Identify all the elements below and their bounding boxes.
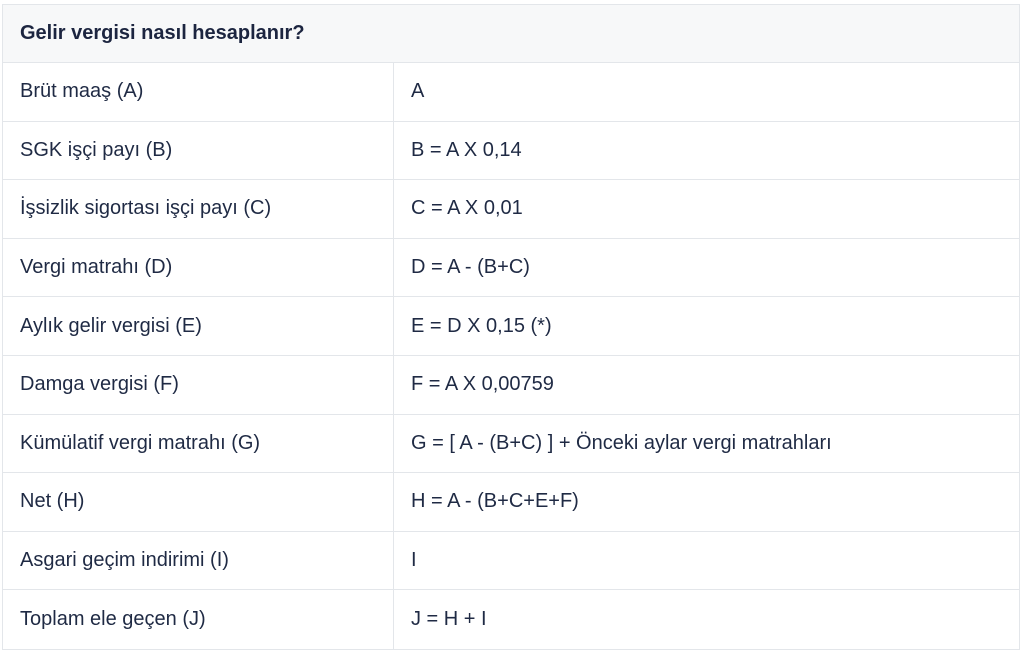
table-row	[3, 239, 1019, 298]
table-title: Gelir vergisi nasıl hesaplanır?	[3, 5, 1019, 63]
table-row	[3, 63, 1019, 122]
table-row	[3, 415, 1019, 474]
table-row	[3, 356, 1019, 415]
row-formula: G = [ A - (B+C) ] + Önceki aylar vergi matrahları	[411, 431, 832, 454]
table-row	[3, 532, 1019, 591]
row-formula: J = H + I	[411, 608, 487, 631]
row-formula: A	[411, 80, 425, 103]
row-formula: D = A - (B+C)	[411, 256, 530, 279]
table-row	[3, 297, 1019, 356]
row-label: Asgari geçim indirimi (I)	[3, 532, 394, 590]
row-label: Net (H)	[3, 473, 394, 531]
row-label: Vergi matrahı (D)	[3, 239, 394, 297]
table-row	[3, 122, 1019, 181]
row-formula: I	[411, 549, 417, 572]
row-formula: H = A - (B+C+E+F)	[411, 490, 579, 513]
table-row	[3, 590, 1019, 649]
income-tax-table	[2, 4, 1020, 650]
row-label: Kümülatif vergi matrahı (G)	[3, 415, 394, 473]
table-row	[3, 180, 1019, 239]
row-label: Brüt maaş (A)	[3, 63, 394, 121]
table-row	[3, 473, 1019, 532]
row-formula: E = D X 0,15 (*)	[411, 314, 552, 337]
row-label: Toplam ele geçen (J)	[3, 590, 394, 649]
row-label: Damga vergisi (F)	[3, 356, 394, 414]
row-formula: F = A X 0,00759	[411, 373, 554, 396]
row-formula: C = A X 0,01	[411, 197, 523, 220]
row-label: İşsizlik sigortası işçi payı (C)	[3, 180, 394, 238]
row-formula: B = A X 0,14	[411, 138, 522, 161]
row-label: Aylık gelir vergisi (E)	[3, 297, 394, 355]
row-label: SGK işçi payı (B)	[3, 122, 394, 180]
